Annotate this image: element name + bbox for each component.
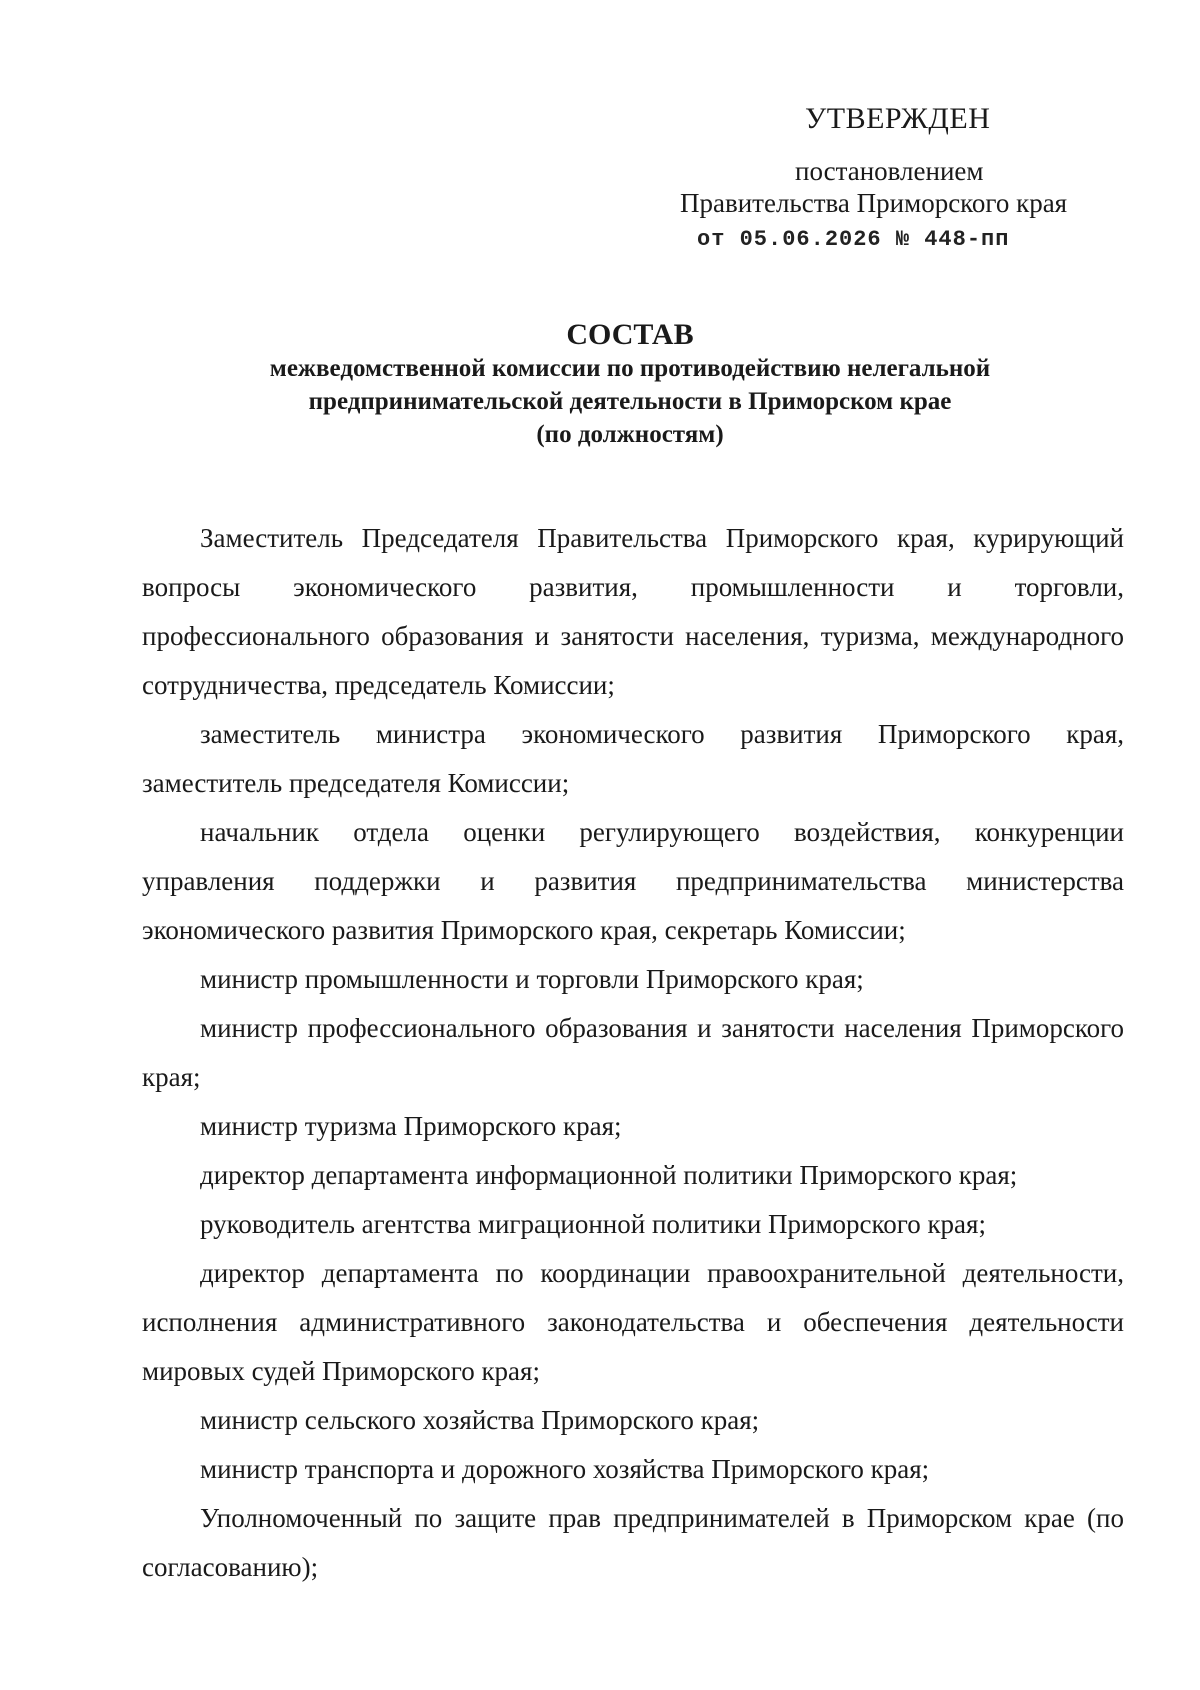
approval-date-number: от 05.06.2026 № 448-пп	[697, 227, 1010, 252]
document-subtitle	[140, 352, 1120, 451]
member-item: Уполномоченный по защите прав предпринимателей в Приморском крае (по согласованию);	[142, 1503, 1124, 1582]
member-item: министр промышленности и торговли Приморского края;	[200, 964, 864, 994]
subtitle-line-2: предпринимательской деятельности в Приморском крае	[308, 388, 952, 415]
approval-line-government: Правительства Приморского края	[680, 188, 1068, 218]
members-list	[142, 514, 1124, 1592]
member-item: заместитель министра экономического развития Приморского края, заместитель председателя Комиссии;	[142, 719, 1124, 798]
member-item: начальник отдела оценки регулирующего воздействия, конкуренции управления поддержки и развития предпринимательства министерства экономического развития Приморского края, секретарь Комиссии;	[142, 817, 1124, 945]
member-item: директор департамента по координации правоохранительной деятельности, исполнения административного законодательства и обеспечения деятельности мировых судей Приморского края;	[142, 1258, 1124, 1386]
subtitle-line-1: межведомственной комиссии по противодействию нелегальной	[269, 355, 991, 382]
approval-title: УТВЕРЖДЕН	[805, 102, 991, 135]
member-item: министр транспорта и дорожного хозяйства Приморского края;	[200, 1454, 930, 1484]
subtitle-line-3: (по должностям)	[536, 421, 724, 448]
document-title: СОСТАВ	[566, 318, 694, 351]
member-item: руководитель агентства миграционной политики Приморского края;	[200, 1209, 986, 1239]
member-item: министр профессионального образования и занятости населения Приморского края;	[142, 1013, 1124, 1092]
member-item: министр сельского хозяйства Приморского края;	[200, 1405, 760, 1435]
member-item: Заместитель Председателя Правительства Приморского края, курирующий вопросы экономического развития, промышленности и торговли, профессионального образования и занятости населения, туризма, международного сотрудничества, председатель Комиссии;	[142, 523, 1124, 700]
member-item: директор департамента информационной политики Приморского края;	[200, 1160, 1018, 1190]
member-item: министр туризма Приморского края;	[200, 1111, 622, 1141]
approval-line-resolution: постановлением	[795, 156, 984, 186]
